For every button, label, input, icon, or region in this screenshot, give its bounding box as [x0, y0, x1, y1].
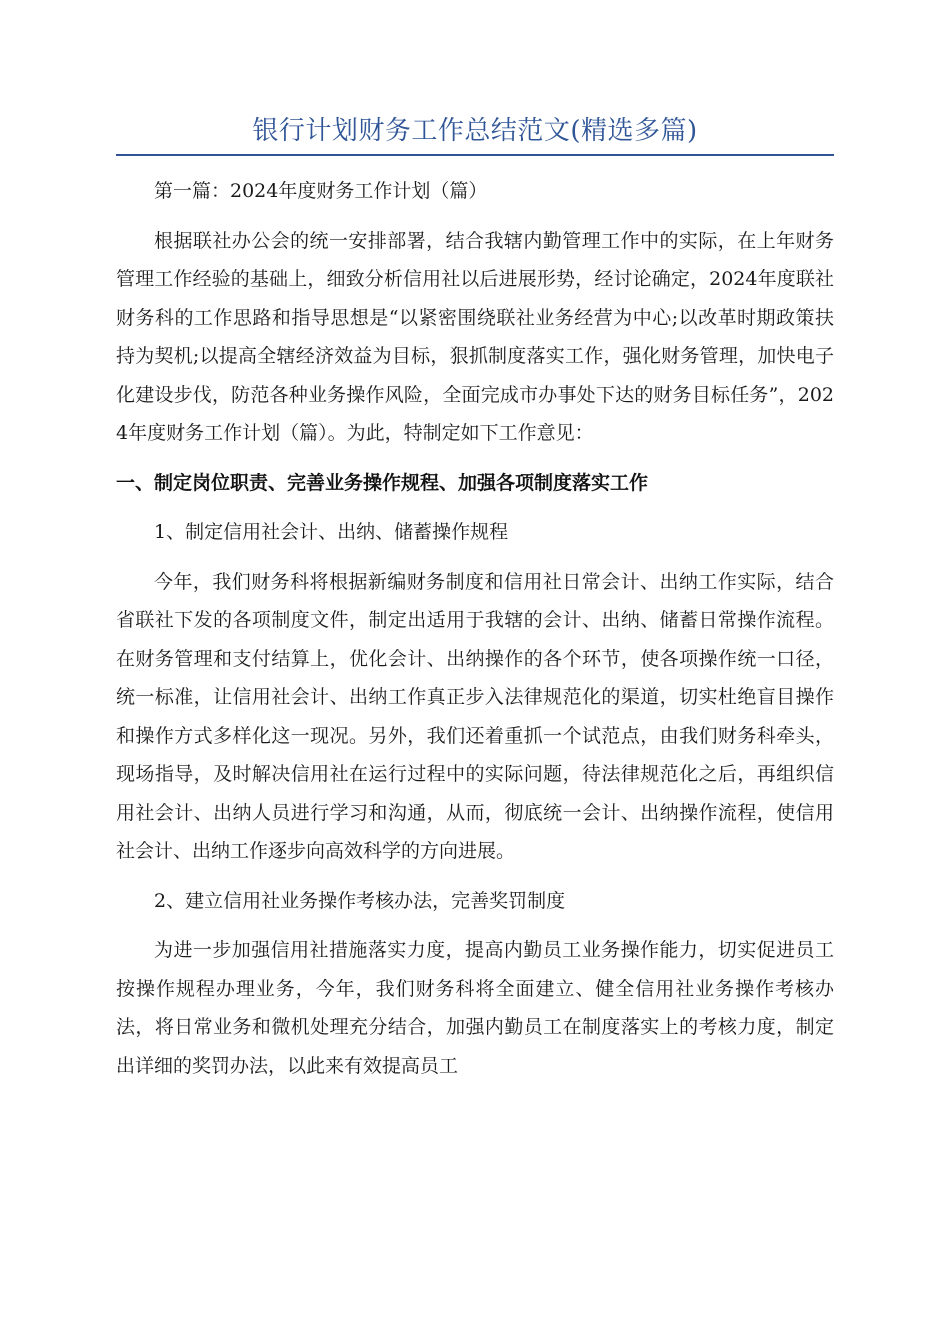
document-body	[116, 172, 834, 1085]
subsection-heading-2: 2、建立信用社业务操作考核办法，完善奖罚制度	[154, 889, 566, 912]
chapter-heading: 第一篇：2024年度财务工作计划（篇）	[154, 180, 488, 202]
intro-paragraph: 根据联社办公会的统一安排部署，结合我辖内勤管理工作中的实际，在上年财务管理工作经验的基础上，细致分析信用社以后进展形势，经讨论确定，2024年度联社财务科的工作思路和指导思想是“以紧密围绕联社业务经营为中心;以改革时期政策扶持为契机;以提高全辖经济效益为目标，狠抓制度落实工作，强化财务管理，加快电子化建设步伐，防范各种业务操作风险，全面完成市办事处下达的财务目标任务”，2024年度财务工作计划（篇）。为此，特制定如下工作意见：	[116, 229, 834, 444]
title-underline	[116, 154, 834, 156]
subsection-heading-1: 1、制定信用社会计、出纳、储蓄操作规程	[154, 521, 509, 543]
section-heading: 一、制定岗位职责、完善业务操作规程、加强各项制度落实工作	[116, 471, 649, 494]
subsection-paragraph-2: 为进一步加强信用社措施落实力度，提高内勤员工业务操作能力，切实促进员工按操作规程办理业务，今年，我们财务科将全面建立、健全信用社业务操作考核办法，将日常业务和微机处理充分结合，加强内勤员工在制度落实上的考核力度，制定出详细的奖罚办法，以此来有效提高员工	[116, 939, 834, 1077]
subsection-paragraph-1: 今年，我们财务科将根据新编财务制度和信用社日常会计、出纳工作实际，结合省联社下发的各项制度文件，制定出适用于我辖的会计、出纳、储蓄日常操作流程。在财务管理和支付结算上，优化会计、出纳操作的各个环节，使各项操作统一口径，统一标准，让信用社会计、出纳工作真正步入法律规范化的渠道，切实杜绝盲目操作和操作方式多样化这一现况。另外，我们还着重抓一个试范点，由我们财务科牵头，现场指导，及时解决信用社在运行过程中的实际问题，待法律规范化之后，再组织信用社会计、出纳人员进行学习和沟通，从而，彻底统一会计、出纳操作流程，使信用社会计、出纳工作逐步向高效科学的方向进展。	[116, 570, 834, 862]
document-title: 银行计划财务工作总结范文(精选多篇)	[252, 116, 698, 146]
